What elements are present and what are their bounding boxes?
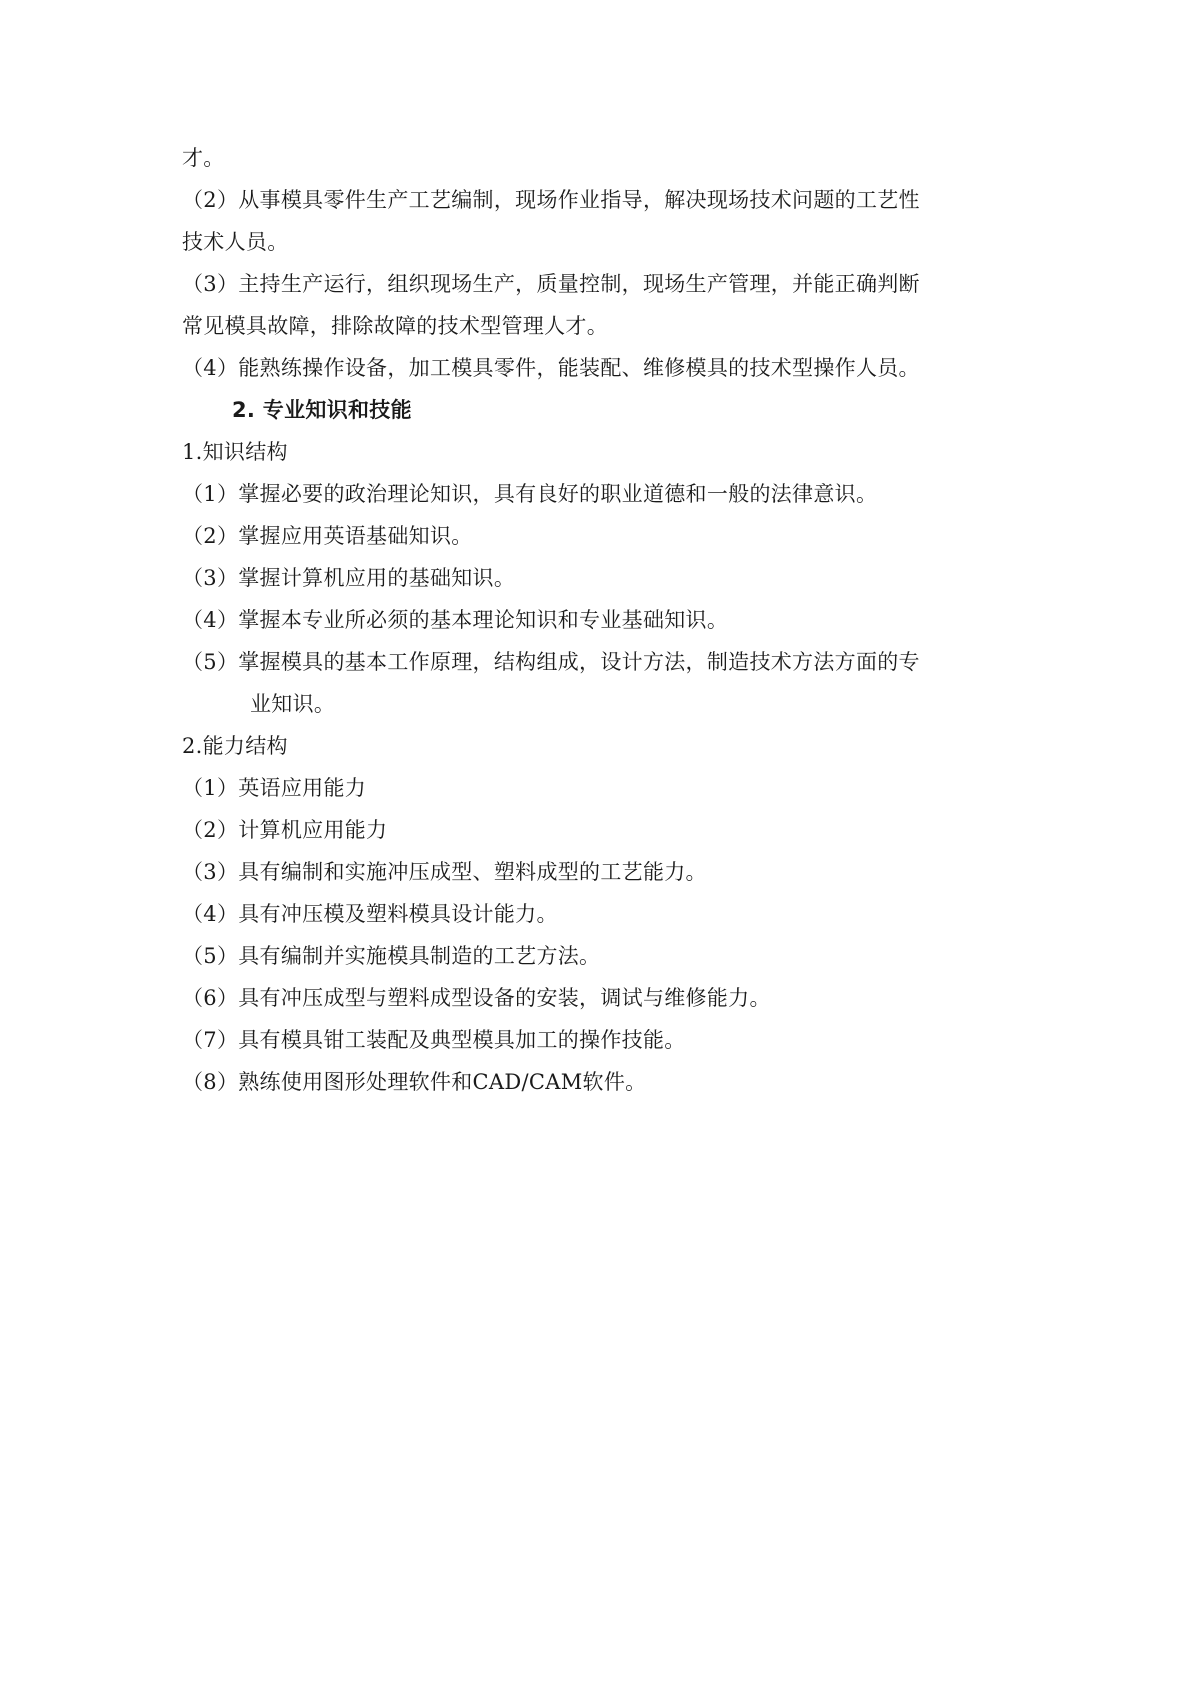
paragraph-line: 技术人员。 bbox=[182, 230, 289, 254]
subsection-title: 1.知识结构 bbox=[182, 440, 288, 464]
list-item: （6）具有冲压成型与塑料成型设备的安装，调试与维修能力。 bbox=[182, 986, 771, 1010]
list-item: （2）掌握应用英语基础知识。 bbox=[182, 524, 473, 548]
paragraph-line: （3）主持生产运行，组织现场生产，质量控制，现场生产管理，并能正确判断 bbox=[182, 272, 920, 296]
list-item: （4）具有冲压模及塑料模具设计能力。 bbox=[182, 902, 558, 926]
list-item: （4）掌握本专业所必须的基本理论知识和专业基础知识。 bbox=[182, 608, 729, 632]
list-item-continuation: 业知识。 bbox=[250, 692, 336, 716]
paragraph-line: 常见模具故障，排除故障的技术型管理人才。 bbox=[182, 314, 608, 338]
list-item: （1）英语应用能力 bbox=[182, 776, 367, 800]
list-item: （7）具有模具钳工装配及典型模具加工的操作技能。 bbox=[182, 1028, 686, 1052]
list-item: （3）掌握计算机应用的基础知识。 bbox=[182, 566, 516, 590]
list-item: （5）掌握模具的基本工作原理，结构组成，设计方法，制造技术方法方面的专 bbox=[182, 650, 920, 674]
paragraph-line: 才。 bbox=[182, 146, 225, 170]
subsection-title: 2.能力结构 bbox=[182, 734, 288, 758]
list-item: （8）熟练使用图形处理软件和CAD/CAM软件。 bbox=[182, 1070, 647, 1094]
paragraph-line: （4）能熟练操作设备，加工模具零件，能装配、维修模具的技术型操作人员。 bbox=[182, 356, 920, 380]
section-heading: 2. 专业知识和技能 bbox=[232, 398, 412, 422]
list-item: （5）具有编制并实施模具制造的工艺方法。 bbox=[182, 944, 601, 968]
list-item: （2）计算机应用能力 bbox=[182, 818, 388, 842]
list-item: （3）具有编制和实施冲压成型、塑料成型的工艺能力。 bbox=[182, 860, 707, 884]
list-item: （1）掌握必要的政治理论知识，具有良好的职业道德和一般的法律意识。 bbox=[182, 482, 878, 506]
paragraph-line: （2）从事模具零件生产工艺编制，现场作业指导，解决现场技术问题的工艺性 bbox=[182, 188, 920, 212]
